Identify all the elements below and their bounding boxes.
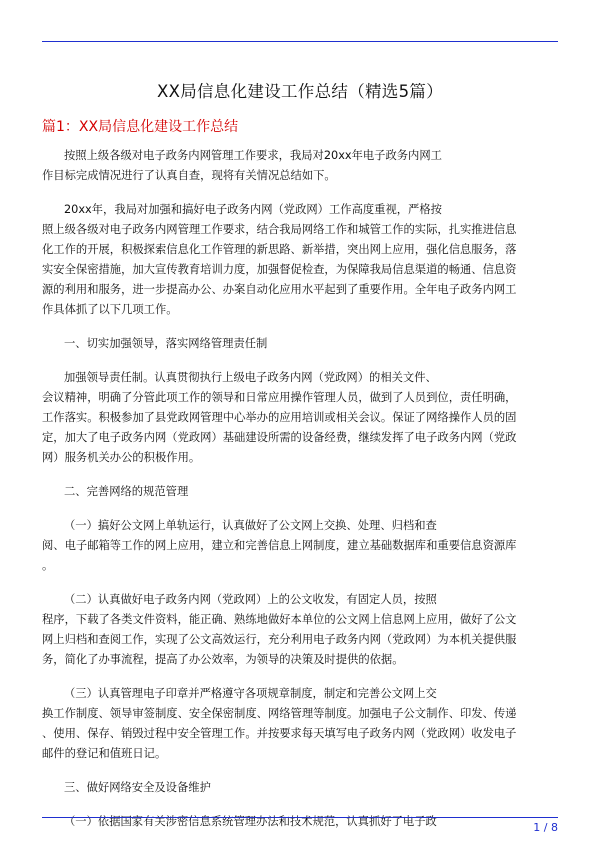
text-line: 20xx年，我局对加强和搞好电子政务内网（党政网）工作高度重视，严格按: [64, 203, 442, 216]
subheading: [42, 334, 558, 354]
text-line: 按照上级各级对电子政务内网管理工作要求，我局对20xx年电子政务内网工: [64, 149, 442, 162]
text-line: 网上归档和查阅工作，实现了公文高效运行，充分利用电子政务内网（党政网）为本机关提供服: [42, 633, 517, 646]
text-line: 作具体抓了以下几项工作。: [42, 303, 178, 316]
document-body: [42, 146, 558, 846]
page-number: 1 / 8: [533, 821, 558, 834]
text-line: 阅、电子邮箱等工作的网上应用，建立和完善信息上网制度，建立基础数据库和重要信息资源库: [42, 539, 517, 552]
text-line: 二、完善网络的规范管理: [64, 485, 189, 498]
text-line: 加强领导责任制。认真贯彻执行上级电子政务内网（党政网）的相关文件、: [64, 371, 437, 384]
section-title: 篇1：XX局信息化建设工作总结: [42, 119, 239, 135]
footer-rule: [42, 817, 558, 818]
text-line: 三、做好网络安全及设备维护: [64, 781, 211, 794]
text-line: （一）依据国家有关涉密信息系统管理办法和技术规范，认真抓好了电子政: [64, 815, 437, 828]
paragraph: [42, 590, 558, 670]
subheading: [42, 482, 558, 502]
text-line: 照上级各级对电子政务内网管理工作要求，结合我局网络工作和城管工作的实际，扎实推进信息: [42, 223, 517, 236]
text-line: （一）搞好公文网上单轨运行，认真做好了公文网上交换、处理、归档和查: [64, 519, 437, 532]
text-line: 源的利用和服务，进一步提高办公、办案自动化应用水平起到了重要作用。全年电子政务内网工: [42, 283, 517, 296]
text-line: 务，简化了办事流程，提高了办公效率，为领导的决策及时提供的依据。: [42, 653, 404, 666]
text-line: 工作落实。积极参加了县党政网管理中心举办的应用培训或相关会议。保证了网络操作人员的固: [42, 411, 517, 424]
subheading: [42, 778, 558, 798]
text-line: 实安全保密措施，加大宣传教育培训力度，加强督促检查，为保障我局信息渠道的畅通、信息资: [42, 263, 517, 276]
paragraph: [42, 146, 558, 186]
text-line: 会议精神，明确了分管此项工作的领导和日常应用操作管理人员，做到了人员到位，责任明确，: [42, 391, 517, 404]
text-line: 。: [42, 559, 54, 572]
text-line: 定，加大了电子政务内网（党政网）基础建设所需的设备经费，继续发挥了电子政务内网（党政: [42, 431, 517, 444]
text-line: 作目标完成情况进行了认真自查，现将有关情况总结如下。: [42, 169, 336, 182]
text-line: 邮件的登记和值班日记。: [42, 747, 167, 760]
paragraph: [42, 516, 558, 576]
paragraph: [42, 368, 558, 468]
text-line: 、使用、保存、销毁过程中安全管理工作。并按要求每天填写电子政务内网（党政网）收发电子: [42, 727, 517, 740]
text-line: 程序，下载了各类文件资料，能正确、熟练地做好本单位的公文网上信息网上应用，做好了公文: [42, 613, 517, 626]
paragraph: [42, 200, 558, 320]
document-title: XX局信息化建设工作总结（精选5篇）: [156, 82, 443, 101]
text-line: 一、切实加强领导，落实网络管理责任制: [64, 337, 268, 350]
text-line: 换工作制度、领导审签制度、安全保密制度、网络管理等制度。加强电子公文制作、印发、传递: [42, 707, 517, 720]
text-line: 化工作的开展，积极探索信息化工作管理的新思路、新举措，突出网上应用，强化信息服务，落: [42, 243, 517, 256]
header-rule: [42, 41, 558, 42]
text-line: 网）服务机关办公的积极作用。: [42, 451, 201, 464]
text-line: （二）认真做好电子政务内网（党政网）上的公文收发，有固定人员，按照: [64, 593, 437, 606]
paragraph: [42, 684, 558, 764]
paragraph: [42, 812, 558, 832]
text-line: （三）认真管理电子印章并严格遵守各项规章制度，制定和完善公文网上交: [64, 687, 437, 700]
